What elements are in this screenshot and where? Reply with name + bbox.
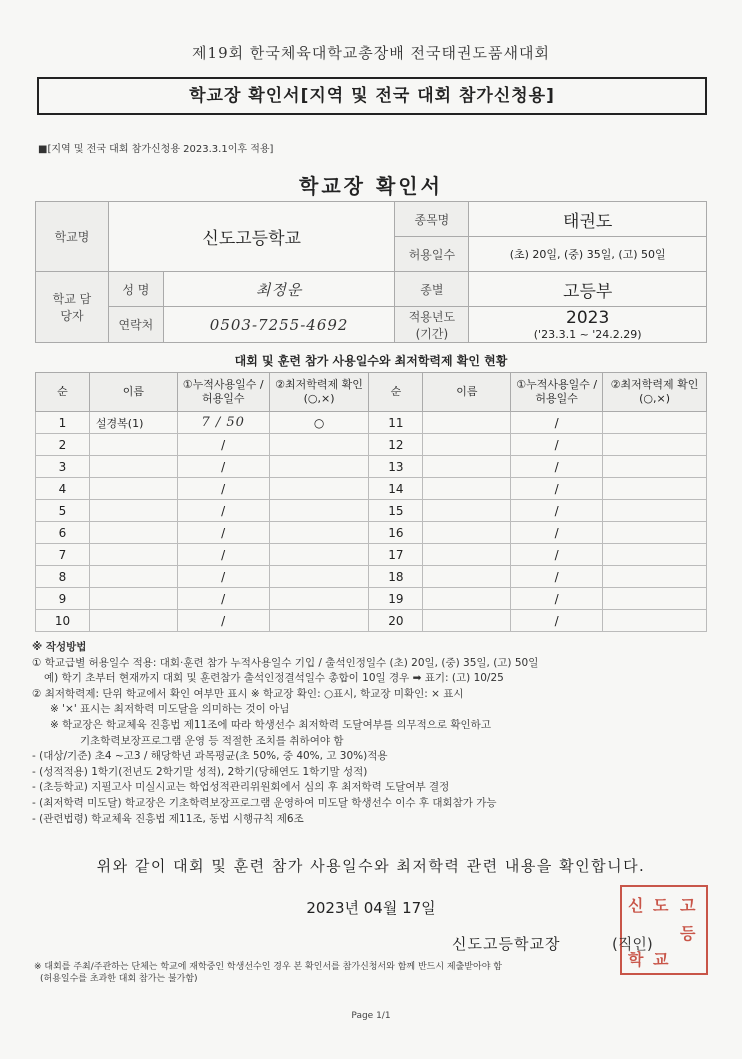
row-academic [603, 544, 707, 566]
row-name [89, 566, 177, 588]
row-no: 16 [369, 522, 423, 544]
note-line: - (최저학력 미도달) 학교장은 기초학력보장프로그램 운영하여 미도달 학생선수 이수 후 대회참가 가능 [32, 796, 497, 809]
row-days: / [511, 434, 603, 456]
footnote-line: (허용일수를 초과한 대회 참가는 불가함) [40, 974, 198, 984]
col-no: 순 [369, 373, 423, 412]
row-name [89, 544, 177, 566]
row-no: 10 [36, 610, 90, 632]
row-name [423, 434, 511, 456]
row-academic [603, 566, 707, 588]
table-row [36, 412, 707, 434]
document-title: 학교장 확인서 [299, 174, 443, 198]
usage-header-row [36, 373, 707, 412]
row-name [423, 412, 511, 434]
row-days: / [511, 610, 603, 632]
col-days: ①누적사용일수 /허용일수 [511, 373, 603, 412]
allowed-days-value: (초) 20일, (중) 35일, (고) 50일 [469, 237, 707, 272]
row-days: / [511, 500, 603, 522]
row-days: / [177, 456, 269, 478]
row-days: / [511, 478, 603, 500]
row-days: / [177, 522, 269, 544]
row-name [89, 456, 177, 478]
manager-label: 학교 담당자 [36, 272, 109, 343]
row-name [423, 588, 511, 610]
row-days: / [511, 566, 603, 588]
row-academic [269, 522, 369, 544]
col-days: ①누적사용일수 /허용일수 [177, 373, 269, 412]
usage-table-title: 대회 및 훈련 참가 사용일수와 최저학력제 확인 현황 [234, 354, 508, 368]
note-line: ② 최저학력제: 단위 학교에서 확인 여부만 표시 ※ 학교장 확인: ○표시, 학교장 미확인: × 표시 [32, 687, 464, 700]
name-value: 최정운 [163, 272, 395, 307]
seal-label: (직인) [612, 935, 653, 953]
row-no: 1 [36, 412, 90, 434]
row-no: 2 [36, 434, 90, 456]
col-academic: ②최저학력제 확인(○,×) [269, 373, 369, 412]
row-days: / [511, 588, 603, 610]
row-academic [269, 434, 369, 456]
row-name [423, 500, 511, 522]
row-name [423, 610, 511, 632]
row-name: 설경복(1) [89, 412, 177, 434]
note-line: ① 학교급별 허용일수 적용: 대회·훈련 참가 누적사용일수 기입 / 출석인정일수 (초) 20일, (중) 35일, (고) 50일 [32, 656, 539, 669]
row-academic [603, 500, 707, 522]
row-days: / [177, 566, 269, 588]
school-seal-stamp: 신 도 고 등 학 교 [620, 885, 708, 975]
table-row [36, 610, 707, 632]
contact-value: 0503-7255-4692 [163, 307, 395, 343]
instructions-heading: ※ 작성방법 [32, 641, 87, 653]
row-no: 20 [369, 610, 423, 632]
note-line: - (성적적용) 1학기(전년도 2학기말 성적), 2학기(당해연도 1학기말 성적) [32, 765, 368, 778]
table-row [36, 456, 707, 478]
instructions [32, 640, 722, 827]
row-name [89, 500, 177, 522]
row-name [423, 478, 511, 500]
row-no: 8 [36, 566, 90, 588]
year-label: 적용년도 (기간) [395, 307, 469, 343]
school-label: 학교명 [36, 202, 109, 272]
division-value: 고등부 [469, 272, 707, 307]
note-line: - (대상/기준) 초4 ~고3 / 해당학년 과목평균(초 50%, 중 40%, 고 30%)적용 [32, 750, 388, 763]
row-name [89, 610, 177, 632]
footnote-line: ※ 대회를 주최/주관하는 단체는 학교에 재학중인 학생선수인 경우 본 확인서를 참가신청서와 함께 반드시 제출받아야 함 [34, 962, 502, 972]
row-academic [269, 566, 369, 588]
footnote [34, 961, 714, 985]
division-label: 종별 [395, 272, 469, 307]
year-value: 2023 [566, 308, 610, 328]
note-line: ※ '×' 표시는 최저학력 미도달을 의미하는 것이 아님 [50, 703, 290, 716]
row-name [423, 544, 511, 566]
row-days: 7 / 50 [177, 412, 269, 434]
row-days: / [511, 456, 603, 478]
row-academic [269, 610, 369, 632]
row-days: / [177, 544, 269, 566]
row-no: 13 [369, 456, 423, 478]
notice-line: ■[지역 및 전국 대회 참가신청용 2023.3.1이후 적용] [38, 144, 274, 155]
note-line: - (초등학교) 지필고사 미실시교는 학업성적관리위원회에서 심의 후 최저학력 도달여부 결정 [32, 781, 450, 794]
row-no: 19 [369, 588, 423, 610]
row-academic [603, 434, 707, 456]
row-academic [269, 544, 369, 566]
row-no: 5 [36, 500, 90, 522]
row-academic [269, 588, 369, 610]
row-academic: ○ [269, 412, 369, 434]
issue-date: 2023년 04월 17일 [306, 899, 436, 917]
col-name: 이름 [423, 373, 511, 412]
row-academic [269, 456, 369, 478]
note-line: 예) 학기 초부터 현재까지 대회 및 훈련참가 출석인정결석일수 총합이 10일 경우 ➡ 표기: (고) 10/25 [44, 672, 504, 685]
row-days: / [177, 610, 269, 632]
name-label: 성 명 [108, 272, 163, 307]
school-value: 신도고등학교 [108, 202, 395, 272]
allowed-days-label: 허용일수 [395, 237, 469, 272]
row-name [89, 522, 177, 544]
row-no: 15 [369, 500, 423, 522]
row-academic [269, 500, 369, 522]
row-academic [603, 412, 707, 434]
row-days: / [177, 500, 269, 522]
note-line: ※ 학교장은 학교체육 진흥법 제11조에 따라 학생선수 최저학력 도달여부를 의무적으로 확인하고 [50, 718, 491, 731]
row-academic [269, 478, 369, 500]
row-no: 11 [369, 412, 423, 434]
row-days: / [177, 434, 269, 456]
row-no: 14 [369, 478, 423, 500]
row-no: 6 [36, 522, 90, 544]
note-line: 기초학력보장프로그램 운영 등 적절한 조치를 취하여야 함 [80, 734, 344, 747]
row-days: / [177, 478, 269, 500]
year-cell [469, 307, 707, 343]
table-row [36, 522, 707, 544]
table-row [36, 544, 707, 566]
sport-label: 종목명 [395, 202, 469, 237]
row-days: / [511, 412, 603, 434]
contact-label: 연락처 [108, 307, 163, 343]
row-no: 9 [36, 588, 90, 610]
row-name [423, 522, 511, 544]
sport-value: 태권도 [469, 202, 707, 237]
row-no: 12 [369, 434, 423, 456]
row-days: / [511, 522, 603, 544]
table-row [36, 434, 707, 456]
row-academic [603, 588, 707, 610]
row-name [89, 478, 177, 500]
event-title: 제19회 한국체육대학교총장배 전국태권도품새대회 [192, 44, 550, 62]
table-row [36, 500, 707, 522]
row-name [423, 566, 511, 588]
row-name [89, 434, 177, 456]
page-number: Page 1/1 [351, 1011, 391, 1021]
row-no: 7 [36, 544, 90, 566]
row-name [423, 456, 511, 478]
school-info-table [35, 201, 707, 343]
col-academic: ②최저학력제 확인(○,×) [603, 373, 707, 412]
boxed-title: 학교장 확인서[지역 및 전국 대회 참가신청용] [37, 77, 707, 115]
confirmation-statement: 위와 같이 대회 및 훈련 참가 사용일수와 최저학력 관련 내용을 확인합니다. [96, 857, 646, 875]
table-row [36, 478, 707, 500]
col-name: 이름 [89, 373, 177, 412]
col-no: 순 [36, 373, 90, 412]
row-no: 3 [36, 456, 90, 478]
row-days: / [177, 588, 269, 610]
row-academic [603, 478, 707, 500]
row-name [89, 588, 177, 610]
row-no: 17 [369, 544, 423, 566]
note-line: - (관련법령) 학교체육 진흥법 제11조, 동법 시행규칙 제6조 [32, 812, 304, 825]
row-no: 4 [36, 478, 90, 500]
row-days: / [511, 544, 603, 566]
table-row [36, 588, 707, 610]
row-no: 18 [369, 566, 423, 588]
row-academic [603, 610, 707, 632]
principal-name: 신도고등학교장 [452, 935, 561, 953]
row-academic [603, 456, 707, 478]
row-academic [603, 522, 707, 544]
period-value: ('23.3.1 ~ '24.2.29) [533, 328, 642, 341]
usage-table [35, 372, 707, 632]
table-row [36, 566, 707, 588]
